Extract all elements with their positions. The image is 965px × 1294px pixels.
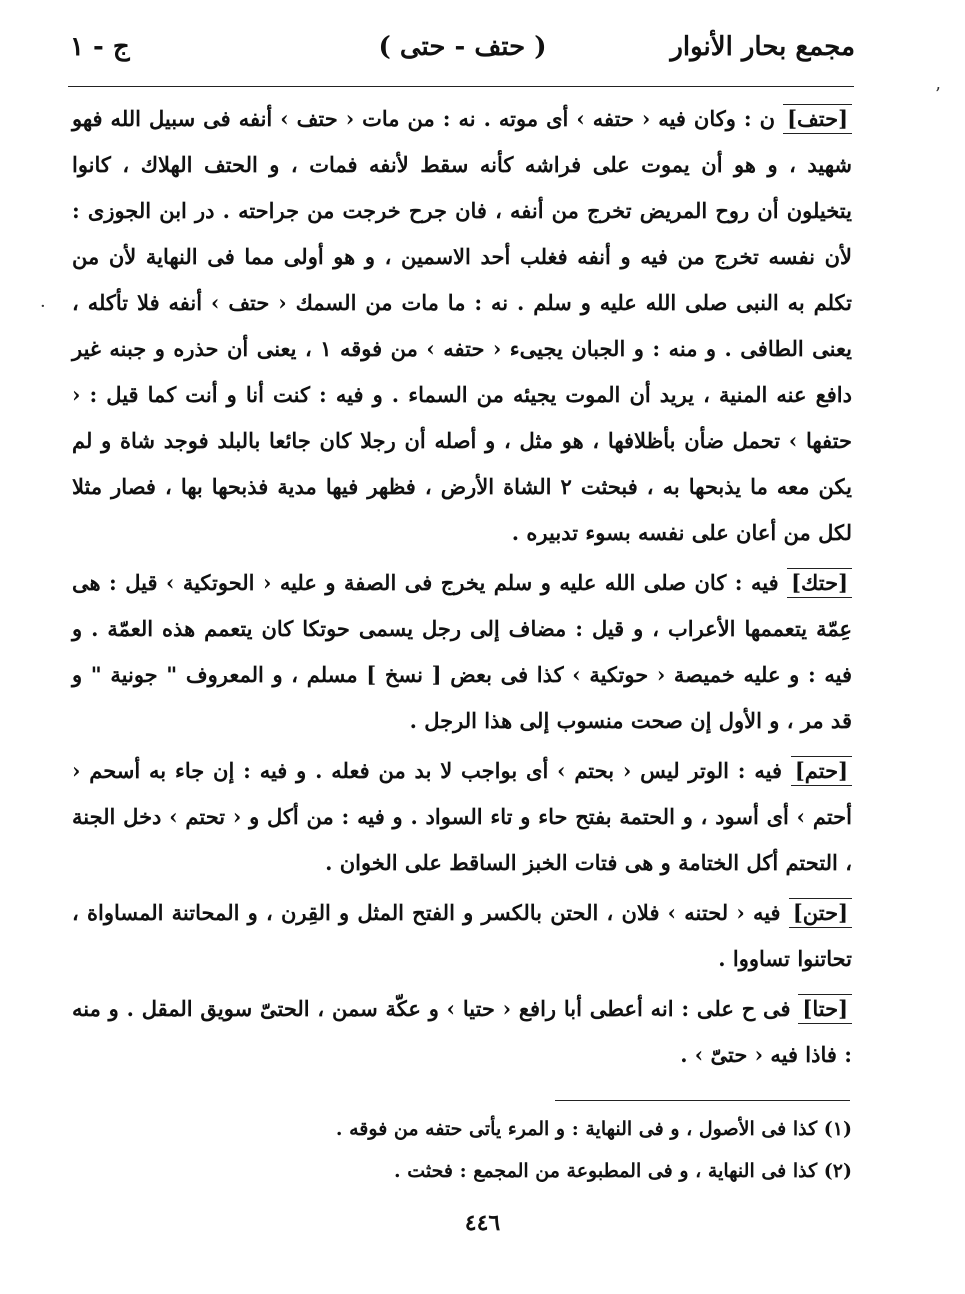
page-number: ٤٤٦ — [464, 1210, 501, 1236]
footnote-divider — [555, 1100, 850, 1101]
entry-text: ن : وكان فيه ‹ حتفه › أى موته . نه : من مات ‹ حتف › أنفه فى سبيل الله فهو شهيد ، و هو أن يموت على فراشه كأنه سقط لأنفه فمات ، و الحتف الهلاك ، كانوا يتخيلون أن روح المريض تخرج من أنفه ، فان جرح خرجت من جراحته . در ابن الجوزى : لأن نفسه تخرج من فيه و أنفه فغلب أحد الاسمين ، و هو أولى مما فى النهاية لأن من تكلم به النبى صلى الله عليه و سلم . نه : ما مات من السمك ‹ حتف › أنفه فلا تأكله ، يعنى الطافى . و منه : و الجبان يجيىء ‹ حتفه › من فوقه ١ ، يعنى أن حذره و جبنه غير دافع عنه المنية ، يريد أن الموت يجيئه من السماء . و فيه : كنت أنا و أنت كما قيل : ‹ حتفها › تحمل ضأن بأظلافها ، هو مثل ، و أصله أن رجلا كان جائعا بالبلد فوجد شاة و لم يكن معه ما يذبحها به ، فبحثت ٢ الشاة الأرض ، فظهر فيها مدية فذبحها بها ، فصار مثلا لكل من أعان على نفسه بسوء تدبيره . — [72, 106, 852, 545]
footnote-2: (٢) كذا فى النهاية ، و فى المطبوعة من المجمع : فحثت . — [394, 1160, 852, 1182]
entry-text: فيه : الوتر ليس ‹ بحتم › أى بواجب لا بد من فعله . و فيه : إن جاء به أسحم ‹ أحتم › أى أسود ، و الحتمة بفتح حاء و تاء السواد . و فيه : من أكل و ‹ تحتم › دخل الجنة ، التحتم أكل الختامة و هى فتات الخبز الساقط على الخوان . — [72, 758, 852, 875]
lemma-label: [ حتا ] — [798, 994, 852, 1024]
margin-mark: · — [40, 296, 46, 317]
lemma-label: [ حتم ] — [791, 756, 852, 786]
lemma-label: [ حتن ] — [789, 898, 852, 928]
entry-text: فيه ‹ لحتنه › فلان ، الحتن بالكسر و الفتح المثل و القِرن ، و المحاتنة المساواة ، تحاتنوا تساووا . — [72, 900, 852, 971]
entry-hatm — [72, 748, 852, 886]
entry-hatn — [72, 890, 852, 982]
lemma-label: [ حتك ] — [787, 568, 852, 598]
entry-hatk — [72, 560, 852, 744]
page-body — [72, 96, 852, 1082]
footnote-1: (١) كذا فى الأصول ، و فى النهاية : و المرء يأتى حتفه من فوقه . — [335, 1118, 852, 1140]
entry-hata — [72, 986, 852, 1078]
margin-mark: ’ — [935, 84, 941, 105]
entry-range: ( حتف - حتى ) — [378, 32, 547, 62]
running-header — [70, 28, 855, 72]
volume-label: ج - ١ — [70, 32, 130, 62]
lemma-label: [ حتف ] — [783, 104, 852, 134]
entry-hatf — [72, 96, 852, 556]
book-title: مجمع بحار الأنوار — [670, 32, 855, 62]
entry-text: فيه : كان صلى الله عليه و سلم يخرج فى الصفة و عليه ‹ الحوتكية › قيل : هى عِمّة يتعممها الأعراب ، و قيل : مضاف إلى رجل يسمى حوتكا كان يتعمم هذه العمّة . و فيه : و عليه خميصة ‹ حوتكية › كذا فى بعض [ نسخ ] مسلم ، و المعروف " جونية " و قد مر ، و الأول إن صحت منسوب إلى هذا الرجل . — [72, 570, 852, 733]
entry-text: فى ح على : انه أعطى أبا رافع ‹ حتيا › و عكّة سمن ، الحتىّ سويق المقل . و منه : فاذا فيه ‹ حتىّ › . — [72, 996, 852, 1067]
header-divider — [68, 86, 854, 87]
footnotes — [252, 1108, 852, 1192]
